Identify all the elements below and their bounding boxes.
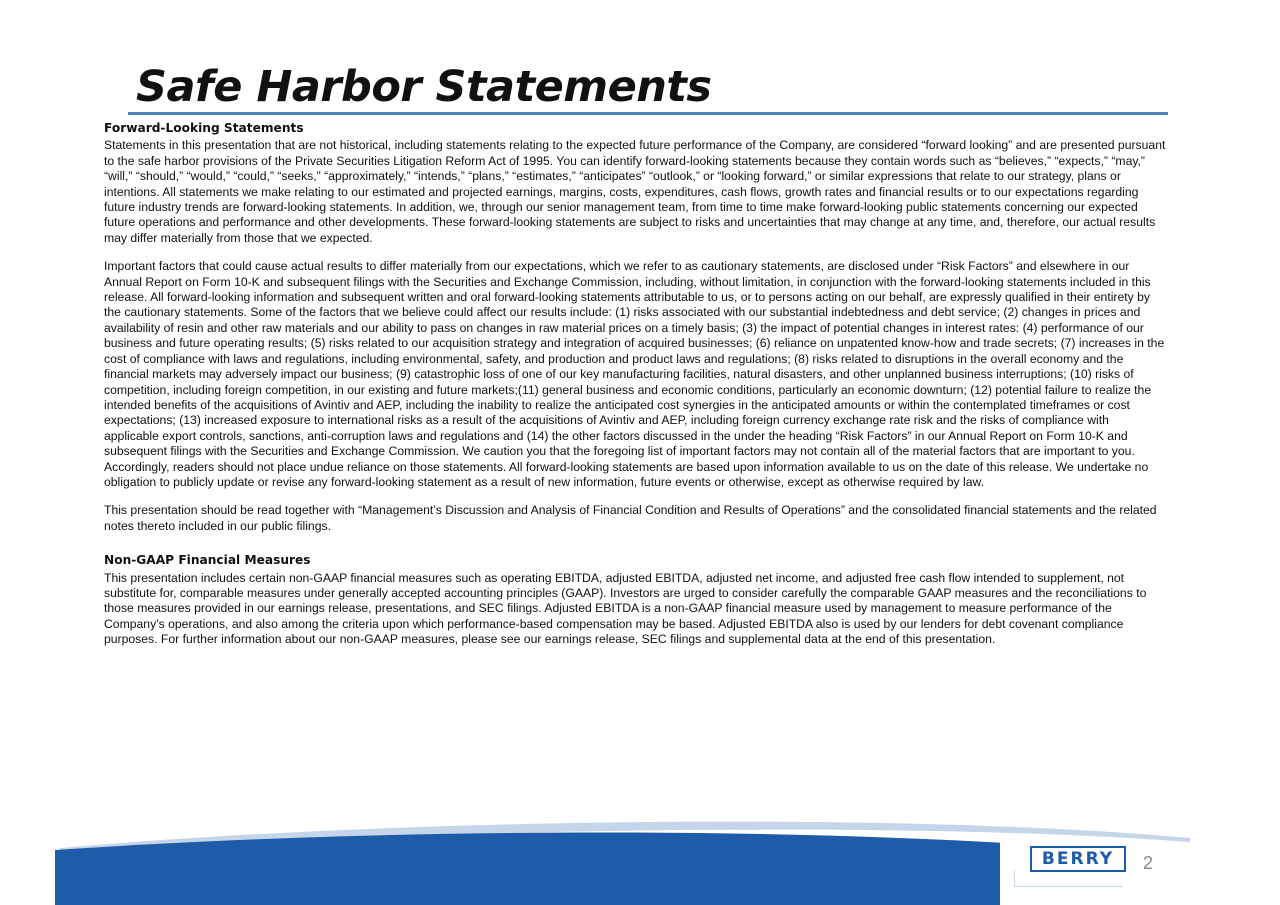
forward-looking-paragraph-3: This presentation should be read together with “Management’s Discussion and Analysis of Financial Condition and Results of Operations” and the consolidated financial statements and the related notes thereto included in our public filings.: [104, 503, 1157, 533]
forward-looking-paragraph-2: Important factors that could cause actual results to differ materially from our expectations, which we refer to as cautionary statements, are disclosed under “Risk Factors” and elsewhere in our Annual Report on Form 10-K and subsequent filings with the Securities and Exchange Commission, including, without limitation, in conjunction with the forward-looking statements included in this release. All forward-looking information and subsequent written and oral forward-looking statements attributable to us, or to persons acting on our behalf, are expressly qualified in their entirety by the cautionary statements. Some of the factors that we believe could affect our results include: (1) risks associated with our substantial indebtedness and debt service; (2) changes in prices and availability of resin and other raw materials and our ability to pass on changes in raw material prices on a timely basis; (3) the impact of potential changes in interest rates: (4) performance of our business and future operating results; (5) risks related to our acquisition strategy and integration of acquired businesses; (6) reliance on unpatented know-how and trade secrets; (7) increases in the cost of compliance with laws and regulations, including environmental, safety, and production and product laws and regulations; (8) risks related to disruptions in the overall economy and the financial markets may adversely impact our business; (9) catastrophic loss of one of our key manufacturing facilities, natural disasters, and other unplanned business interruptions; (10) risks of competition, including foreign competition, in our existing and future markets;(11) general business and economic conditions, particularly an economic downturn; (12) potential failure to realize the intended benefits of the acquisitions of Avintiv and AEP, including the inability to realize the anticipated cost synergies in the anticipated amounts or within the contemplated timeframes or cost expectations; (13) increased exposure to international risks as a result of the acquisitions of Avintiv and AEP, including foreign currency exchange rate risk and the risks of compliance with applicable export controls, sanctions, anti-corruption laws and regulations and (14) the other factors discussed in the under the heading “Risk Factors” in our Annual Report on Form 10-K and subsequent filings with the Securities and Exchange Commission. We caution you that the foregoing list of important factors may not contain all of the material factors that are important to you. Accordingly, readers should not place undue reliance on those statements. All forward-looking statements are based upon information available to us on the date of this release. We undertake no obligation to publicly update or revise any forward-looking statement as a result of new information, future events or otherwise, except as otherwise required by law.: [104, 259, 1165, 489]
slide-title: Safe Harbor Statements: [136, 62, 712, 112]
forward-looking-heading: Forward-Looking Statements: [104, 121, 304, 135]
non-gaap-heading: Non-GAAP Financial Measures: [104, 553, 311, 568]
title-underline: [128, 112, 1168, 115]
berry-logo: BERRY: [1030, 846, 1126, 872]
logo-underline: [1014, 870, 1123, 887]
page-number: 2: [1143, 853, 1154, 873]
forward-looking-paragraph-1: Statements in this presentation that are not historical, including statements relating to the expected future performance of the Company, are considered “forward looking” and are presented pursuant to the safe harbor provisions of the Private Securities Litigation Reform Act of 1995. You can identify forward-looking statements because they contain words such as “believes,” “expects,” “may,” “will,” “should,” “would,” “could,” “seeks,” “approximately,” “intends,” “plans,” “estimates,” “anticipates” “outlook,” or “looking forward,” or similar expressions that relate to our strategy, plans or intentions. All statements we make relating to our estimated and projected earnings, margins, costs, expenditures, cash flows, growth rates and financial results or to our expectations regarding future industry trends are forward-looking statements. In addition, we, through our senior management team, from time to time make forward-looking public statements concerning our expected future operations and performance and other developments. These forward-looking statements are subject to risks and uncertainties that may change at any time, and, therefore, our actual results may differ materially from those that we expected.: [104, 138, 1166, 245]
non-gaap-paragraph: This presentation includes certain non-GAAP financial measures such as operating EBITDA, adjusted EBITDA, adjusted net income, and adjusted free cash flow intended to supplement, not substitute for, comparable measures under generally accepted accounting principles (GAAP). Investors are urged to consider carefully the comparable GAAP measures and the reconciliations to those measures provided in our earnings release, presentations, and SEC filings. Adjusted EBITDA is a non-GAAP financial measure used by management to measure performance of the Company’s operations, and also among the criteria upon which performance-based compensation may be based. Adjusted EBITDA also is used by our lenders for debt covenant compliance purposes. For further information about our non-GAAP measures, please see our earnings release, SEC filings and supplemental data at the end of this presentation.: [104, 570, 1147, 647]
slide-body: [104, 121, 1166, 661]
